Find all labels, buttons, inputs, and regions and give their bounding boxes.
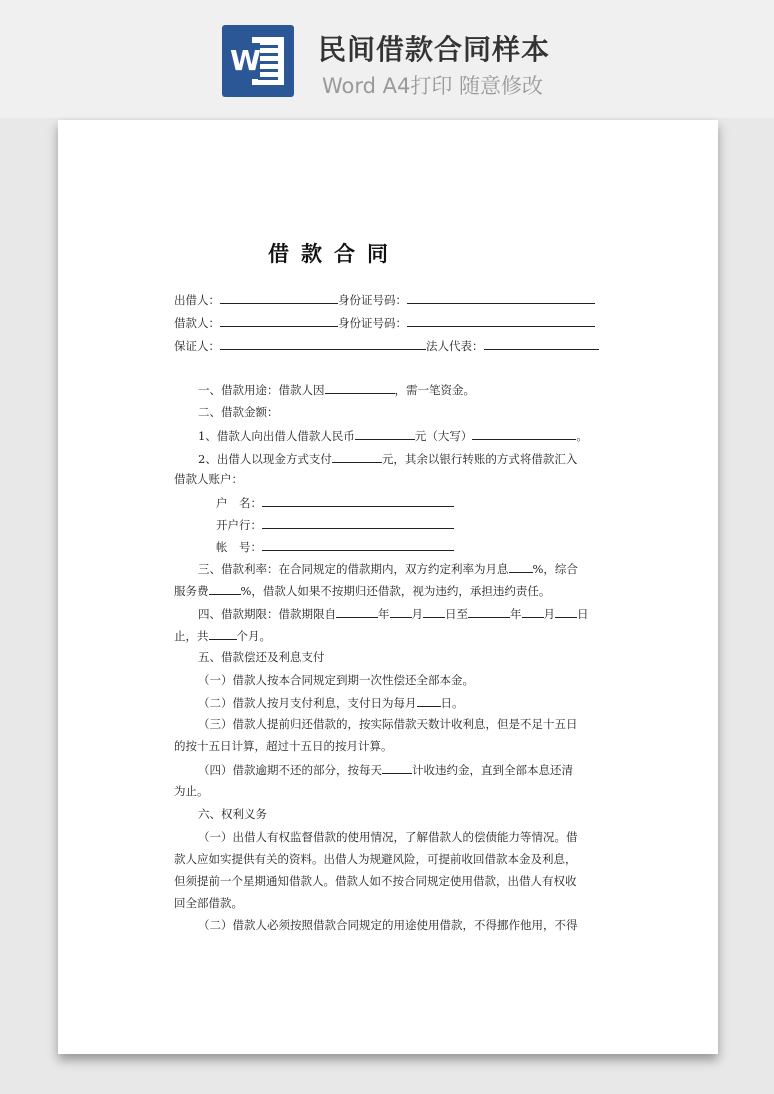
- lender-row: [174, 291, 595, 308]
- end-year-blank[interactable]: [468, 605, 510, 618]
- section-6: 六、权利义务: [198, 807, 267, 821]
- section-5-4-text-b: 计收违约金，直到全部本息还清: [412, 763, 573, 777]
- section-6-1-line-4: 回全部借款。: [174, 896, 243, 910]
- section-4-text-d: 个月。: [236, 629, 271, 643]
- month-label-2: 月: [543, 607, 555, 621]
- account-name-label: 户 名：: [216, 496, 262, 510]
- section-4-text: 四、借款期限：借款期限自: [198, 607, 336, 621]
- section-2: 二、借款金额：: [198, 405, 279, 419]
- months-blank[interactable]: [209, 627, 237, 640]
- section-5-4-cont: 为止。: [174, 784, 209, 798]
- account-bank-label: 开户行：: [216, 518, 262, 532]
- service-fee-label: 服务费: [174, 584, 209, 598]
- borrower-blank[interactable]: [220, 314, 338, 327]
- section-3-text: 三、借款利率：在合同规定的借款期内，双方约定利率为月息: [198, 562, 509, 576]
- section-5-4-text: （四）借款逾期不还的部分，按每天: [198, 763, 382, 777]
- section-2-1-end: 。: [576, 429, 588, 443]
- section-5-2-text: （二）借款人按月支付利息，支付日为每月: [198, 696, 417, 710]
- lender-blank[interactable]: [220, 291, 338, 304]
- amount-words-blank[interactable]: [472, 427, 576, 440]
- account-no-label: 帐 号：: [216, 540, 262, 554]
- section-2-1-text-b: 元（大写）: [414, 429, 473, 443]
- year-label: 年: [378, 607, 390, 621]
- banner-subtitle: Word A4打印 随意修改: [322, 74, 544, 98]
- cash-blank[interactable]: [332, 450, 382, 463]
- section-5-3: （三）借款人提前归还借款的，按实际借款天数计收利息，但是不足十五日: [198, 717, 578, 731]
- section-6-1-line-3: 但须提前一个星期通知借款人。借款人如不按合同规定使用借款，出借人有权收: [174, 874, 577, 888]
- section-4: [198, 605, 589, 622]
- end-day-blank[interactable]: [555, 605, 577, 618]
- legal-rep-label: 法人代表：: [426, 339, 484, 353]
- section-5: 五、借款偿还及利息支付: [198, 650, 325, 664]
- section-2-1: [198, 427, 588, 444]
- section-4-text-c: 止，共: [174, 629, 209, 643]
- section-2-2-cont: 借款人账户：: [174, 472, 243, 486]
- id-label: 身份证号码：: [338, 293, 407, 307]
- start-month-blank[interactable]: [390, 605, 412, 618]
- year-label-2: 年: [510, 607, 522, 621]
- section-5-4: [198, 761, 573, 778]
- section-2-2: [198, 450, 577, 467]
- borrower-id-blank[interactable]: [407, 314, 595, 327]
- section-2-1-text: 1、借款人向出借人借款人民币: [198, 429, 355, 443]
- amount-blank[interactable]: [355, 427, 415, 440]
- section-5-3-cont: 的按十五日计算，超过十五日的按月计算。: [174, 739, 393, 753]
- penalty-blank[interactable]: [382, 761, 412, 774]
- purpose-blank[interactable]: [325, 381, 395, 394]
- section-3-cont: [174, 582, 550, 599]
- guarantor-blank[interactable]: [220, 337, 426, 350]
- lender-label: 出借人：: [174, 293, 220, 307]
- document-title: 借款合同: [268, 241, 400, 266]
- section-5-2-end: 日。: [440, 696, 464, 710]
- section-1-end: ，需一笔资金。: [394, 383, 475, 397]
- guarantor-label: 保证人：: [174, 339, 220, 353]
- id-label-2: 身份证号码：: [338, 316, 407, 330]
- month-label: 月: [411, 607, 423, 621]
- section-6-1-line-2: 款人应如实提供有关的资料。出借人为规避风险，可提前收回借款本金及利息，: [174, 852, 577, 866]
- word-icon: [222, 25, 294, 97]
- pay-day-blank[interactable]: [417, 694, 441, 707]
- interest-blank[interactable]: [509, 560, 533, 573]
- section-2-2-text-b: 元，其余以银行转账的方式将借款汇入: [381, 452, 578, 466]
- lender-id-blank[interactable]: [407, 291, 595, 304]
- account-bank-row: [216, 516, 454, 533]
- section-3: [198, 560, 578, 577]
- section-5-1: （一）借款人按本合同规定到期一次性偿还全部本金。: [198, 673, 474, 687]
- header-banner: [0, 0, 774, 118]
- section-3-text-d: %，借款人如果不按期归还借款，视为违约，承担违约责任。: [240, 584, 551, 598]
- word-letter: W: [230, 44, 261, 77]
- borrower-row: [174, 314, 595, 331]
- account-no-row: [216, 538, 454, 555]
- banner-title: 民间借款合同样本: [318, 33, 551, 66]
- section-2-2-text: 2、出借人以现金方式支付: [198, 452, 332, 466]
- end-month-blank[interactable]: [522, 605, 544, 618]
- section-6-2: （二）借款人必须按照借款合同规定的用途使用借款，不得挪作他用，不得: [198, 918, 578, 932]
- section-5-2: [198, 694, 464, 711]
- borrower-label: 借款人：: [174, 316, 220, 330]
- section-6-1: （一）出借人有权监督借款的使用情况，了解借款人的偿债能力等情况。借: [198, 830, 578, 844]
- section-1-text: 一、借款用途：借款人因: [198, 383, 325, 397]
- account-name-blank[interactable]: [262, 494, 454, 507]
- section-4-cont: [174, 627, 271, 644]
- service-fee-blank[interactable]: [209, 582, 241, 595]
- day-to-label: 日至: [445, 607, 468, 621]
- section-1: [198, 381, 475, 398]
- account-bank-blank[interactable]: [262, 516, 454, 529]
- account-no-blank[interactable]: [262, 538, 454, 551]
- section-3-text-b: %，综合: [532, 562, 578, 576]
- day-label-2: 日: [577, 607, 589, 621]
- legal-rep-blank[interactable]: [484, 337, 599, 350]
- guarantor-row: [174, 337, 599, 354]
- start-year-blank[interactable]: [336, 605, 378, 618]
- start-day-blank[interactable]: [423, 605, 445, 618]
- account-name-row: [216, 494, 454, 511]
